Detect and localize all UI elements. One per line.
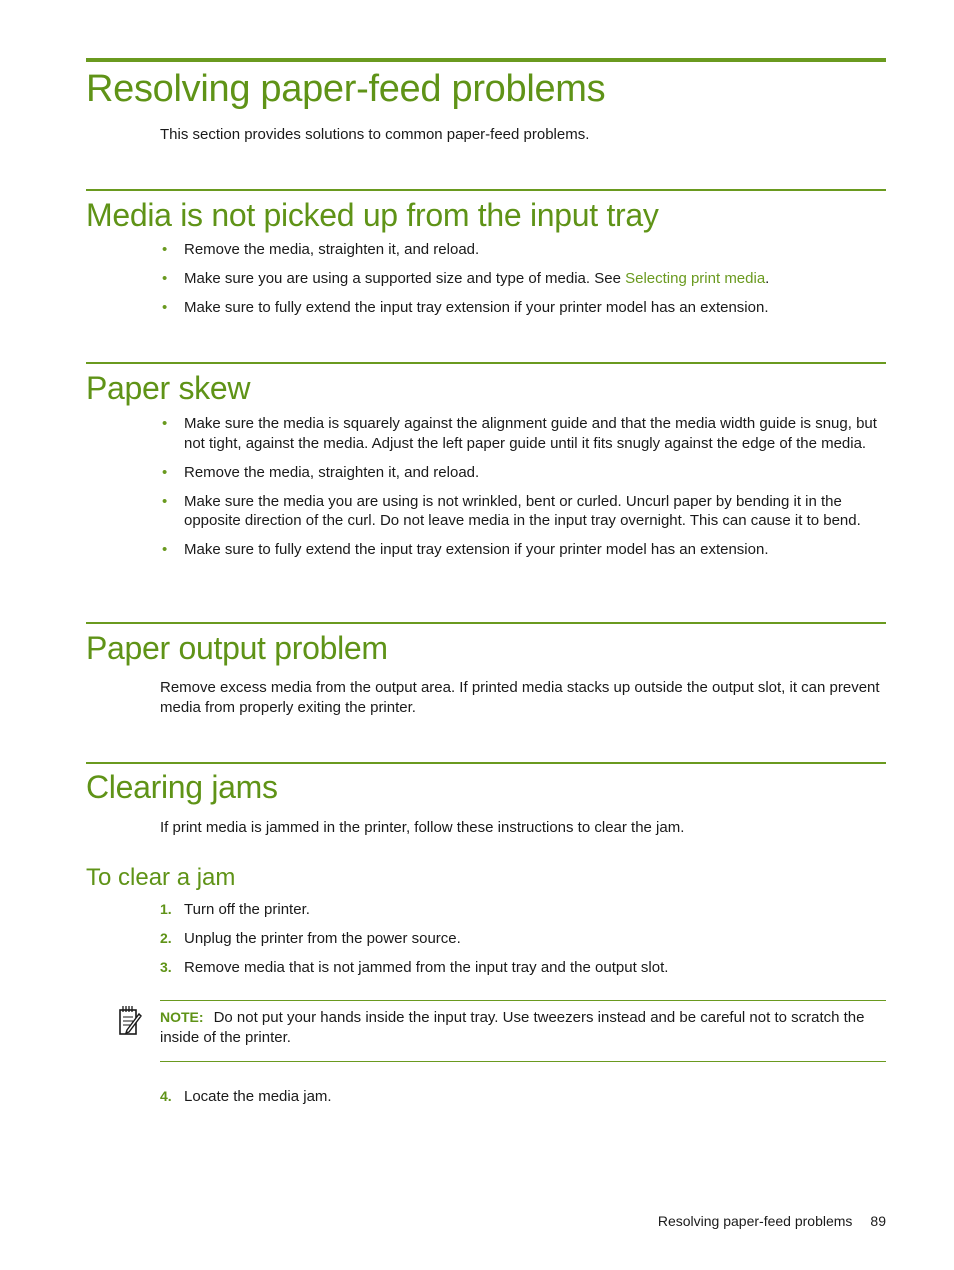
title-rule xyxy=(86,58,886,62)
bullet-icon: • xyxy=(162,241,168,258)
media-bullet-list xyxy=(160,240,886,327)
step-number: 3. xyxy=(160,959,172,975)
output-text: Remove excess media from the output area. If printed media stacks up outside the output slot, it can prevent media from properly exiting the printer. xyxy=(160,679,880,716)
step-number: 2. xyxy=(160,930,172,946)
step-number: 1. xyxy=(160,901,172,917)
section-rule xyxy=(86,189,886,191)
section-heading-output: Paper output problem xyxy=(86,630,388,666)
list-item xyxy=(160,540,886,560)
note-bottom-rule xyxy=(160,1061,886,1062)
subheading-clear-jam: To clear a jam xyxy=(86,864,236,891)
clear-jam-steps-continued xyxy=(160,1087,886,1116)
step-text: Turn off the printer. xyxy=(184,901,310,918)
bullet-icon: • xyxy=(162,463,168,481)
note-top-rule xyxy=(160,1000,886,1001)
jams-text: If print media is jammed in the printer, follow these instructions to clear the jam. xyxy=(160,819,685,836)
step-item xyxy=(160,958,886,978)
step-item xyxy=(160,900,886,920)
bullet-icon: • xyxy=(162,492,168,510)
list-item-text: Make sure the media is squarely against the alignment guide and that the media width guide is snug, but not tight, against the media. Adjust the left paper guide until it fits snugly against the edge of the media. xyxy=(184,415,877,452)
section-heading-skew: Paper skew xyxy=(86,370,251,406)
section-rule xyxy=(86,362,886,364)
list-item xyxy=(160,463,886,483)
list-item-text: Make sure the media you are using is not wrinkled, bent or curled. Uncurl paper by bending it in the opposite direction of the curl. Do not leave media in the input tray overnight. This can cause it to bend. xyxy=(184,492,861,529)
bullet-icon: • xyxy=(162,415,168,432)
skew-bullet-list xyxy=(160,414,886,569)
selecting-print-media-link[interactable]: Selecting print media xyxy=(625,270,766,287)
list-item-text-post: . xyxy=(765,270,770,287)
list-item xyxy=(160,240,886,260)
note-body: Do not put your hands inside the input tray. Use tweezers instead and be careful not to scratch the inside of the printer. xyxy=(160,1009,865,1046)
intro-text: This section provides solutions to common paper-feed problems. xyxy=(160,126,590,143)
footer-title: Resolving paper-feed problems xyxy=(657,1213,853,1229)
bullet-icon: • xyxy=(162,270,168,287)
step-item xyxy=(160,1087,886,1107)
list-item xyxy=(160,298,886,318)
step-text: Unplug the printer from the power source. xyxy=(184,930,461,947)
section-heading-jams: Clearing jams xyxy=(86,769,278,805)
section-rule xyxy=(86,762,886,764)
step-number: 4. xyxy=(160,1088,172,1104)
bullet-icon: • xyxy=(162,541,168,558)
list-item xyxy=(160,414,886,453)
step-text: Remove media that is not jammed from the input tray and the output slot. xyxy=(184,959,669,976)
list-item-text: Make sure to fully extend the input tray extension if your printer model has an extension. xyxy=(184,299,769,316)
list-item-text: Make sure to fully extend the input tray extension if your printer model has an extension. xyxy=(184,541,769,558)
page-footer xyxy=(658,1213,886,1229)
list-item-text: Remove the media, straighten it, and reload. xyxy=(184,463,480,481)
bullet-icon: • xyxy=(162,299,168,316)
section-rule xyxy=(86,622,886,624)
step-text: Locate the media jam. xyxy=(184,1088,332,1105)
note-label: NOTE: xyxy=(160,1009,204,1025)
step-item xyxy=(160,929,886,949)
list-item xyxy=(160,269,886,289)
list-item-text: Remove the media, straighten it, and reload. xyxy=(184,241,480,258)
note-pad-icon xyxy=(118,1004,142,1038)
note-text xyxy=(160,1008,886,1047)
page-number: 89 xyxy=(870,1213,886,1229)
section-heading-media: Media is not picked up from the input tray xyxy=(86,197,659,233)
list-item-text-pre: Make sure you are using a supported size and type of media. See xyxy=(184,270,626,287)
list-item xyxy=(160,492,886,531)
page-title: Resolving paper-feed problems xyxy=(86,68,606,110)
clear-jam-steps xyxy=(160,900,886,987)
